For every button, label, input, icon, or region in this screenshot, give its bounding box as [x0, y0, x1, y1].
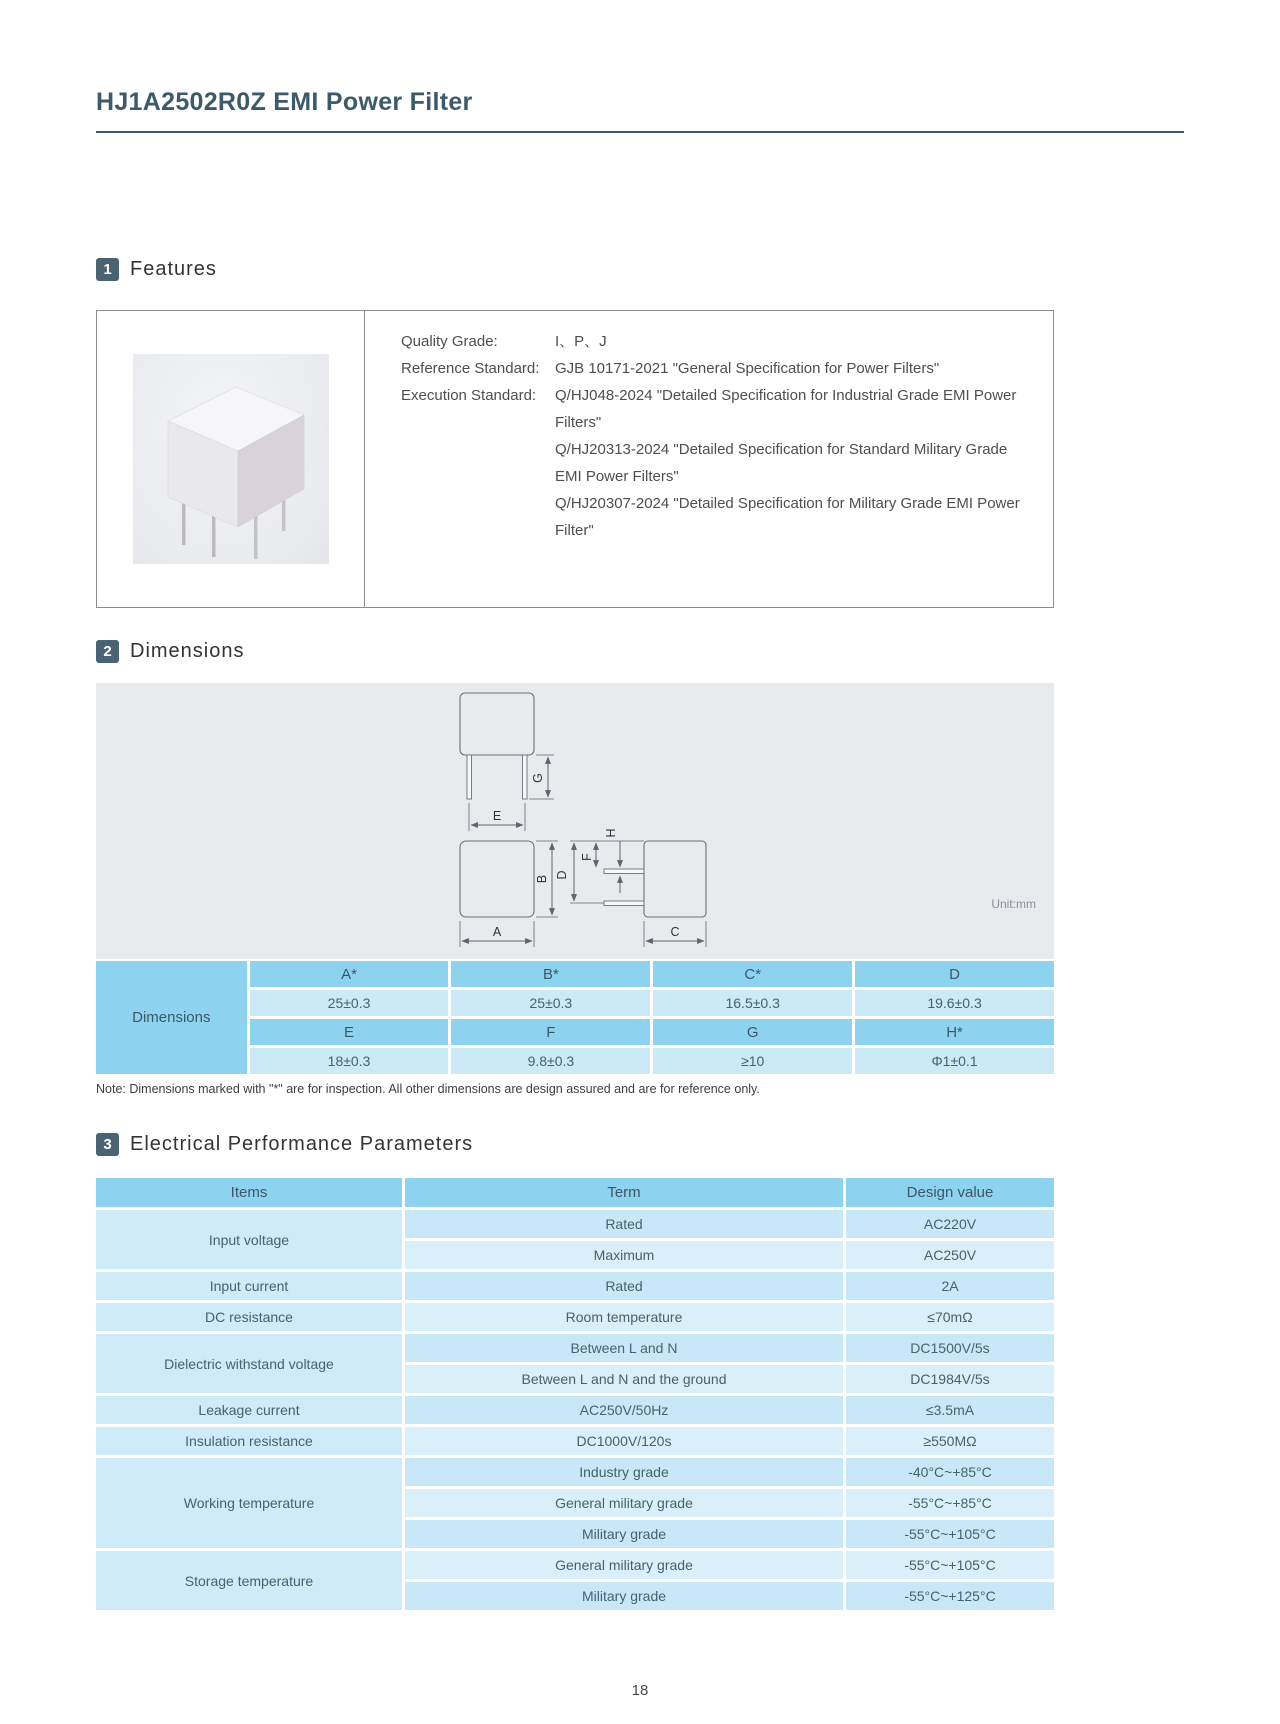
page-title: HJ1A2502R0Z EMI Power Filter [96, 88, 473, 116]
dim-value-cell: 25±0.3 [250, 990, 449, 1016]
term-cell: AC250V/50Hz [405, 1396, 843, 1424]
dim-header-cell: D [855, 961, 1054, 987]
value-cell: ≤70mΩ [846, 1303, 1054, 1331]
value-cell: DC1984V/5s [846, 1365, 1054, 1393]
section-number-badge: 2 [96, 640, 119, 663]
dim-label-e: E [492, 809, 502, 823]
value-cell: AC250V [846, 1241, 1054, 1269]
product-image-cell [97, 311, 365, 607]
column-header-design-value: Design value [846, 1178, 1054, 1207]
table-header-row [96, 1178, 1054, 1207]
section-heading-label: Features [130, 258, 217, 280]
term-cell: Military grade [405, 1582, 843, 1610]
table-row [96, 1334, 1054, 1362]
dim-label-b: B [535, 874, 549, 884]
dim-value-cell: 19.6±0.3 [855, 990, 1054, 1016]
term-cell: Rated [405, 1272, 843, 1300]
dim-label-f: F [580, 853, 594, 861]
item-cell: Dielectric withstand voltage [96, 1334, 402, 1393]
execution-standard-3: Q/HJ20307-2024 "Detailed Specification for Military Grade EMI Power Filter" [555, 495, 1020, 539]
unit-label: Unit:mm [991, 897, 1036, 911]
dim-value-cell: 9.8±0.3 [451, 1048, 650, 1074]
section-heading-features [96, 258, 217, 281]
table-row [96, 1551, 1054, 1579]
execution-standard-1: Q/HJ048-2024 "Detailed Specification for Industrial Grade EMI Power Filters" [555, 387, 1017, 431]
value-cell: -40°C~+85°C [846, 1458, 1054, 1486]
term-cell: Between L and N and the ground [405, 1365, 843, 1393]
dim-value-cell: 18±0.3 [250, 1048, 449, 1074]
value-cell: -55°C~+105°C [846, 1520, 1054, 1548]
features-box [96, 310, 1054, 608]
table-row [96, 1427, 1054, 1455]
dim-header-cell: F [451, 1019, 650, 1045]
dim-value-cell: Φ1±0.1 [855, 1048, 1054, 1074]
item-cell: Input voltage [96, 1210, 402, 1269]
dim-label-a: A [492, 925, 502, 939]
dimension-drawing [96, 683, 1054, 959]
table-row [96, 1396, 1054, 1424]
execution-standard-label: Execution Standard: [401, 387, 537, 404]
quality-grade-label: Quality Grade: [401, 333, 498, 350]
table-row [96, 1272, 1054, 1300]
dim-header-cell: H* [855, 1019, 1054, 1045]
dimensions-table [93, 958, 1057, 1077]
dim-header-cell: G [653, 1019, 852, 1045]
product-image [133, 354, 329, 564]
dim-label-c: C [670, 925, 680, 939]
dim-header-cell: E [250, 1019, 449, 1045]
dimensions-note: Note: Dimensions marked with "*" are for inspection. All other dimensions are design assured and are for reference only. [96, 1082, 760, 1096]
value-cell: AC220V [846, 1210, 1054, 1238]
value-cell: -55°C~+125°C [846, 1582, 1054, 1610]
table-row [96, 961, 1054, 987]
table-row [96, 1458, 1054, 1486]
item-cell: Storage temperature [96, 1551, 402, 1610]
section-number-badge: 3 [96, 1133, 119, 1156]
term-cell: Military grade [405, 1520, 843, 1548]
value-cell: -55°C~+85°C [846, 1489, 1054, 1517]
dim-header-cell: C* [653, 961, 852, 987]
dim-value-cell: 16.5±0.3 [653, 990, 852, 1016]
dimensions-row-label: Dimensions [96, 961, 247, 1074]
term-cell: Between L and N [405, 1334, 843, 1362]
section-heading-label: Dimensions [130, 640, 245, 662]
dim-header-cell: B* [451, 961, 650, 987]
value-cell: ≤3.5mA [846, 1396, 1054, 1424]
section-heading-label: Electrical Performance Parameters [130, 1133, 474, 1155]
value-cell: -55°C~+105°C [846, 1551, 1054, 1579]
execution-standard-values [555, 382, 1025, 544]
dim-value-cell: ≥10 [653, 1048, 852, 1074]
page-number: 18 [631, 1682, 649, 1699]
term-cell: Industry grade [405, 1458, 843, 1486]
value-cell: ≥550MΩ [846, 1427, 1054, 1455]
item-cell: DC resistance [96, 1303, 402, 1331]
title-divider [96, 131, 1184, 133]
quality-grade-value: I、P、J [555, 333, 607, 350]
term-cell: General military grade [405, 1551, 843, 1579]
filter-3d-render-image [136, 359, 326, 559]
term-cell: Room temperature [405, 1303, 843, 1331]
section-number-badge: 1 [96, 258, 119, 281]
dimension-drawing-panel [96, 683, 1054, 959]
column-header-term: Term [405, 1178, 843, 1207]
dim-label-d: D [555, 870, 569, 880]
dim-label-g: G [531, 773, 545, 783]
term-cell: Rated [405, 1210, 843, 1238]
table-row [96, 1210, 1054, 1238]
column-header-items: Items [96, 1178, 402, 1207]
section-heading-dimensions [96, 640, 244, 663]
term-cell: Maximum [405, 1241, 843, 1269]
item-cell: Input current [96, 1272, 402, 1300]
execution-standard-2: Q/HJ20313-2024 "Detailed Specification for Standard Military Grade EMI Power Filters" [555, 441, 1008, 485]
reference-standard-label: Reference Standard: [401, 360, 540, 377]
value-cell: 2A [846, 1272, 1054, 1300]
features-text [365, 311, 1053, 607]
reference-standard-value: GJB 10171-2021 "General Specification for Power Filters" [555, 360, 940, 377]
term-cell: DC1000V/120s [405, 1427, 843, 1455]
dim-value-cell: 25±0.3 [451, 990, 650, 1016]
table-row [96, 1303, 1054, 1331]
value-cell: DC1500V/5s [846, 1334, 1054, 1362]
dim-header-cell: A* [250, 961, 449, 987]
dim-label-h: H [604, 828, 618, 838]
term-cell: General military grade [405, 1489, 843, 1517]
section-heading-electrical [96, 1133, 473, 1156]
item-cell: Working temperature [96, 1458, 402, 1548]
item-cell: Insulation resistance [96, 1427, 402, 1455]
electrical-table [93, 1175, 1057, 1613]
item-cell: Leakage current [96, 1396, 402, 1424]
